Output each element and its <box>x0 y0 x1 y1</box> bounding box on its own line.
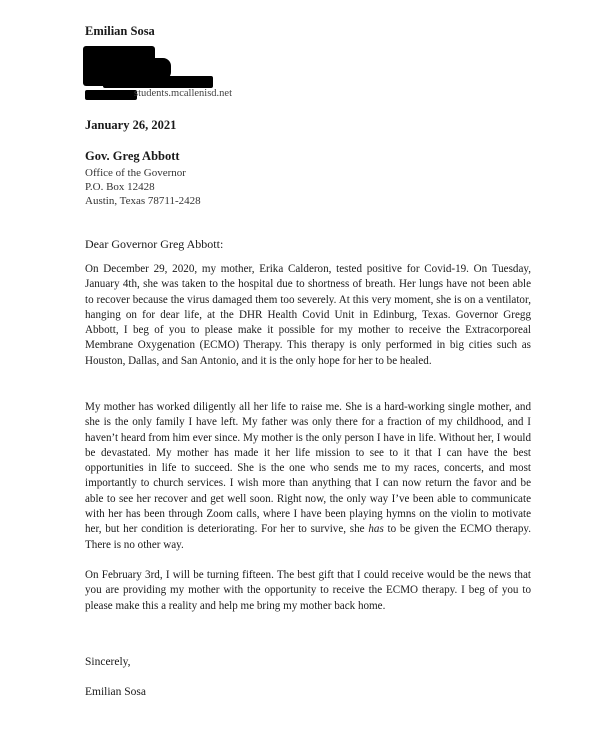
paragraph-text: to be given the ECMO therapy. There is no other way. <box>85 523 531 551</box>
sender-name: Emilian Sosa <box>85 24 155 38</box>
closing: Sincerely, <box>85 656 131 668</box>
salutation: Dear Governor Greg Abbott: <box>85 237 224 251</box>
paragraph-text: My mother has worked diligently all her life to raise me. She is a hard-working single mother, and she is the only family I have left. My father was only there for a fraction of my childhood, and I haven’t heard from him ever since. My mother is the only person I have in life. Without her, I would be devastated. My mother has made it her life mission to see to it that I can have the best opportunities in life to succeed. She is the one who sends me to my races, concerts, and most importantly to church services. I wish more than anything that I can now return the favor and be able to see her recover and get well soon. Right now, the only way I’ve been able to communicate with her has been through Zoom calls, where I have been playing hymns on the violin to motivate her, but her condition is deteriorating. For her to survive, she <box>85 401 531 536</box>
sender-email <box>85 88 265 102</box>
email-redaction-mark <box>85 90 137 100</box>
address-line: P.O. Box 12428 <box>85 181 155 193</box>
redaction-mark <box>83 46 155 86</box>
body-paragraph-2 <box>85 400 531 553</box>
address-line: Office of the Governor <box>85 167 186 179</box>
sender-email-domain: students.mcallenisd.net <box>134 88 232 99</box>
body-paragraph-1: On December 29, 2020, my mother, Erika Calderon, tested positive for Covid-19. On Tuesday, January 4th, she was taken to the hospital due to shortness of breath. Her lungs have not been able to recover because the virus damaged them too severely. At this very moment, she is on a ventilator, hanging on for dear life, at the DHR Health Covid Unit in Edinburg, Texas. Governor Gregg Abbott, I beg of you to please make it possible for my mother to receive the Extracorporeal Membrane Oxygenation (ECMO) Therapy. This therapy is only performed in big cities such as Houston, Dallas, and San Antonio, and it is the only hope for her to be healed. <box>85 263 531 367</box>
recipient-name: Gov. Greg Abbott <box>85 149 180 163</box>
address-line: Austin, Texas 78711-2428 <box>85 195 201 207</box>
emphasis-text: has <box>368 523 384 536</box>
body-paragraph-3: On February 3rd, I will be turning fifteen. The best gift that I could receive would be the news that you are providing my mother with the opportunity to receive the ECMO therapy. I beg of you to please make this a reality and help me bring my mother back home. <box>85 569 531 612</box>
redaction-mark-tail <box>103 76 213 88</box>
letter-date: January 26, 2021 <box>85 118 177 132</box>
recipient-address <box>85 166 201 208</box>
signature-name: Emilian Sosa <box>85 686 147 698</box>
